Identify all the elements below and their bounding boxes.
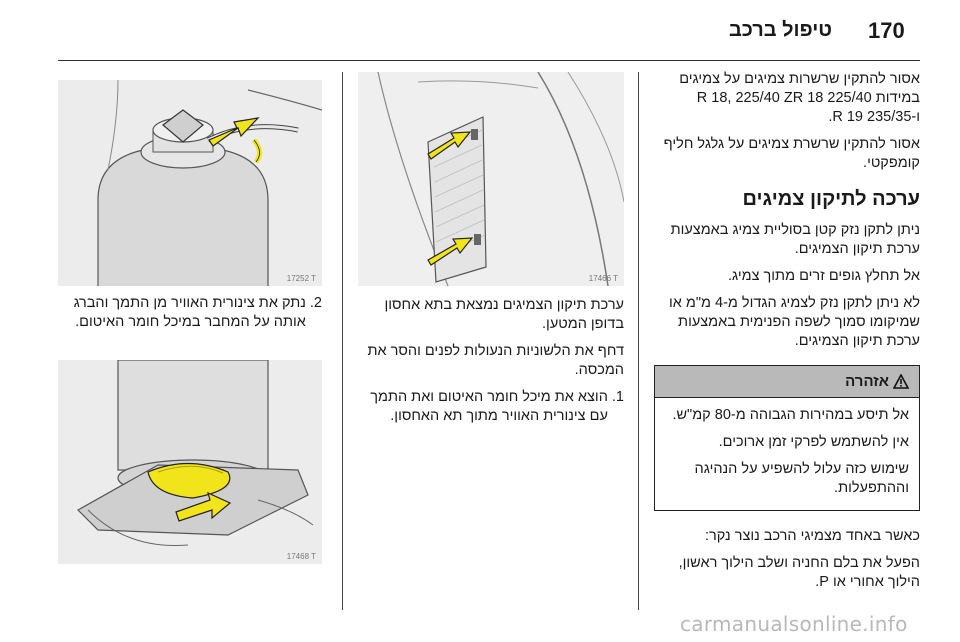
paragraph: דחף את הלשוניות הנעולות לפנים והסר את המכסה. [367, 343, 624, 378]
column-divider-right [638, 72, 639, 610]
step-text: הוצא את מיכל חומר האיטום ואת התמך עם צינורית האוויר מתוך תא האחסון. [370, 389, 608, 424]
page-number: 170 [868, 18, 905, 43]
right-column [654, 70, 920, 600]
section-title: ערכה לתיקון צמיגים [742, 188, 920, 210]
step-number: 2. [309, 295, 322, 311]
warning-item: שימוש כזה עלול להשפיע על הנהיגה וההתפעלות. [694, 461, 909, 496]
warning-triangle-icon [893, 374, 909, 389]
step-text: נתק את צינורית האוויר מן התמך והברג אותה על המחבר במיכל חומר האיטום. [73, 295, 306, 330]
figure-label: 17466 T [588, 274, 618, 283]
step-2 [58, 294, 322, 332]
column-divider-left [342, 72, 343, 610]
figure-label: 17252 T [286, 274, 316, 283]
warning-header [655, 366, 919, 398]
paragraph: הפעל את בלם החניה ושלב הילוך ראשון, הילוך אחורי או P. [678, 555, 920, 590]
paragraph: אסור להתקין שרשרת צמיגים על גלגל חליף קומפקטי. [663, 136, 920, 171]
warning-body [655, 398, 919, 510]
paragraph: ערכת תיקון הצמיגים נמצאת בתא אחסון בדופן המטען. [384, 297, 624, 332]
page-header [0, 0, 960, 62]
watermark: carmanualsonline.info [680, 612, 908, 636]
paragraph: כאשר באחד מצמיגי הרכב נוצר נקר: [705, 528, 920, 544]
step-1 [358, 388, 624, 426]
header-divider [58, 60, 920, 61]
paragraph: אל תחלץ גופים זרים מתוך צמיג. [728, 268, 920, 284]
warning-box [654, 365, 920, 511]
middle-column [358, 296, 624, 426]
page-title: טיפול ברכב [728, 19, 832, 41]
warning-item: אין להשתמש לפרקי זמן ארוכים. [718, 434, 909, 450]
left-column [58, 294, 322, 332]
warning-title: אזהרה [845, 373, 889, 390]
paragraph: ניתן לתקן נזק קטן בסוליית צמיג באמצעות ערכת תיקון הצמיגים. [670, 222, 920, 257]
paragraph: לא ניתן לתקן נזק לצמיג הגדול מ-4 מ"מ או שמיקומו סמוך לשפה הפנימית באמצעות ערכת תיקון הצמיגים. [668, 295, 920, 349]
figure-sealant-bottle [58, 80, 322, 286]
warning-item: אל תיסע במהירות הגבוהה מ-80 קמ"ש. [672, 407, 909, 423]
step-number: 1. [611, 389, 624, 405]
figure-storage-compartment [358, 72, 624, 286]
paragraph: אסור להתקין שרשרות צמיגים על צמיגים במידות 225/40 R 18, 225/40 ZR 18 ו-235/35 R 19. [679, 71, 920, 125]
figure-label: 17468 T [286, 552, 316, 561]
figure-hose-holder [58, 360, 322, 564]
